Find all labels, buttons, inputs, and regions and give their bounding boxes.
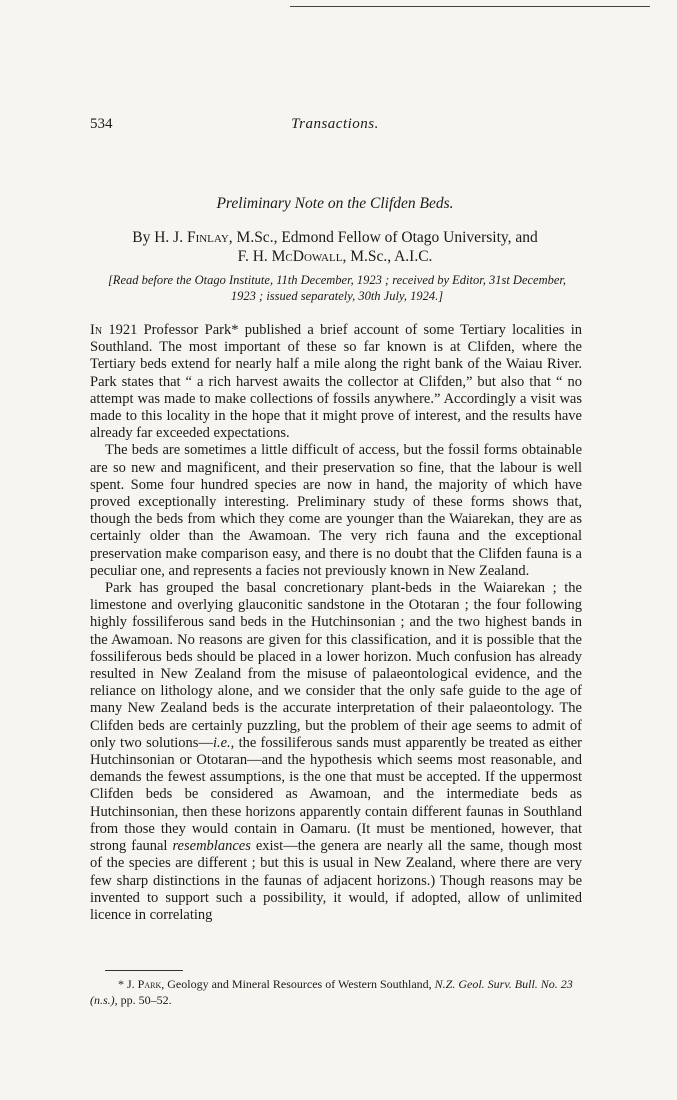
- page-number: 534: [90, 116, 113, 132]
- paragraph-1-lead: In: [90, 322, 103, 338]
- publication-note-line-2: 1923 ; issued separately, 30th July, 1924.]: [230, 289, 444, 303]
- footnote-journal: N.Z. Geol. Surv. Bull. No. 23 (n.s.): [90, 977, 573, 1007]
- paragraph-3: [90, 580, 582, 924]
- byline: [92, 228, 578, 266]
- paragraph-1: [90, 322, 582, 442]
- author-1-details: , M.Sc., Edmond Fellow of Otago University, and: [228, 229, 538, 246]
- footnote-rule: [105, 970, 183, 971]
- paragraph-3-resemblances: resemblances: [172, 838, 251, 855]
- author-2-details: , M.Sc., A.I.C.: [342, 248, 433, 265]
- top-rule: [290, 6, 650, 7]
- paragraph-3-ie: i.e.: [212, 734, 231, 751]
- running-head: [90, 116, 580, 138]
- paragraph-1-text: 1921 Professor Park* published a brief account of some Tertiary localities in Southland. The most important of these so far known is at Clifden, where the Tertiary beds extend for nearly half a mile along the right bank of the Waiau River. Park states that “ a rich harvest awaits the collector at Clifden,” but also that “ no attempt was made to make collections of fossils anywhere.” Accordingly a visit was made to this locality in the hope that it might prove of interest, and the results have already far exceeded expectations.: [90, 322, 582, 442]
- paragraph-2: The beds are sometimes a little difficult of access, but the fossil forms obtainable are so new and magnificent, and their preservation so fine, that the labour is well spent. Some four hundred species are now in hand, the majority of which have proved exceptionally interesting. Preliminary study of these forms shows that, though the beds from which they come are younger than the Waiarekan, they are as certainly older than the Awamoan. The very rich fauna and the exceptional preservation make comparison easy, and there is no doubt that the Clifden fauna is a peculiar one, and represents a facies not previously known in New Zealand.: [90, 442, 582, 579]
- footnote-pages: , pp. 50–52.: [114, 992, 172, 1007]
- paragraph-3-part-1: Park has grouped the basal concretionary plant-beds in the Waiarekan ; the limestone and overlying glauconitic sandstone in the Ototaran ; the four following highly fossiliferous sand beds in the Hutchinsonian ; and the two highest bands in the Awamoan. No reasons are given for this classification, and it is possible that the fossiliferous beds should be placed in a lower horizon. Much confusion has already resulted in New Zealand from the misuse of palaeontological evidence, and the reliance on lithology alone, and we consider that the only safe guide to the age of many New Zealand beds is the accurate interpretation of their palaeontology. The Clifden beds are certainly puzzling, but the problem of their age seems to admit of only two solutions—: [90, 580, 582, 751]
- paragraph-3-part-2: , the fossiliferous sands must apparently be treated as either Hutchinsonian or Ototaran—and the hypothesis which seems most reasonable, and demands the fewest assumptions, is the one that must be accepted. If the uppermost Clifden beds be considered as Awamoan, and the intermediate beds as Hutchinsonian, then these horizons apparently contain different faunas in Southland from those they would contain in Oamaru. (It must be mentioned, however, that strong faunal: [90, 734, 582, 855]
- byline-prefix: By: [132, 229, 151, 246]
- footnote-prefix: * J.: [118, 977, 138, 991]
- author-1-name: H. J. Finlay: [154, 229, 229, 246]
- footnote-text: , Geology and Mineral Resources of Western Southland,: [161, 977, 435, 991]
- footnote-author: Park: [137, 977, 162, 991]
- publication-note: [92, 272, 582, 304]
- author-2-name: F. H. McDowall: [237, 248, 343, 265]
- paragraph-3-part-3: exist—the genera are nearly all the same, though most of the species are different ; but this is usual in New Zealand, where there are very few sharp distinctions in the faunas of adjacent horizons.) Though reasons may be invented to support such a possibility, it would, if adopted, allow of unlimited licence in correlating: [90, 838, 582, 923]
- article-title: Preliminary Note on the Clifden Beds.: [216, 195, 454, 212]
- publication-note-line-1: [Read before the Otago Institute, 11th December, 1923 ; received by Editor, 31st December,: [107, 273, 567, 287]
- article-body: [90, 322, 582, 924]
- journal-title: Transactions.: [291, 116, 379, 132]
- footnote: [90, 977, 582, 1008]
